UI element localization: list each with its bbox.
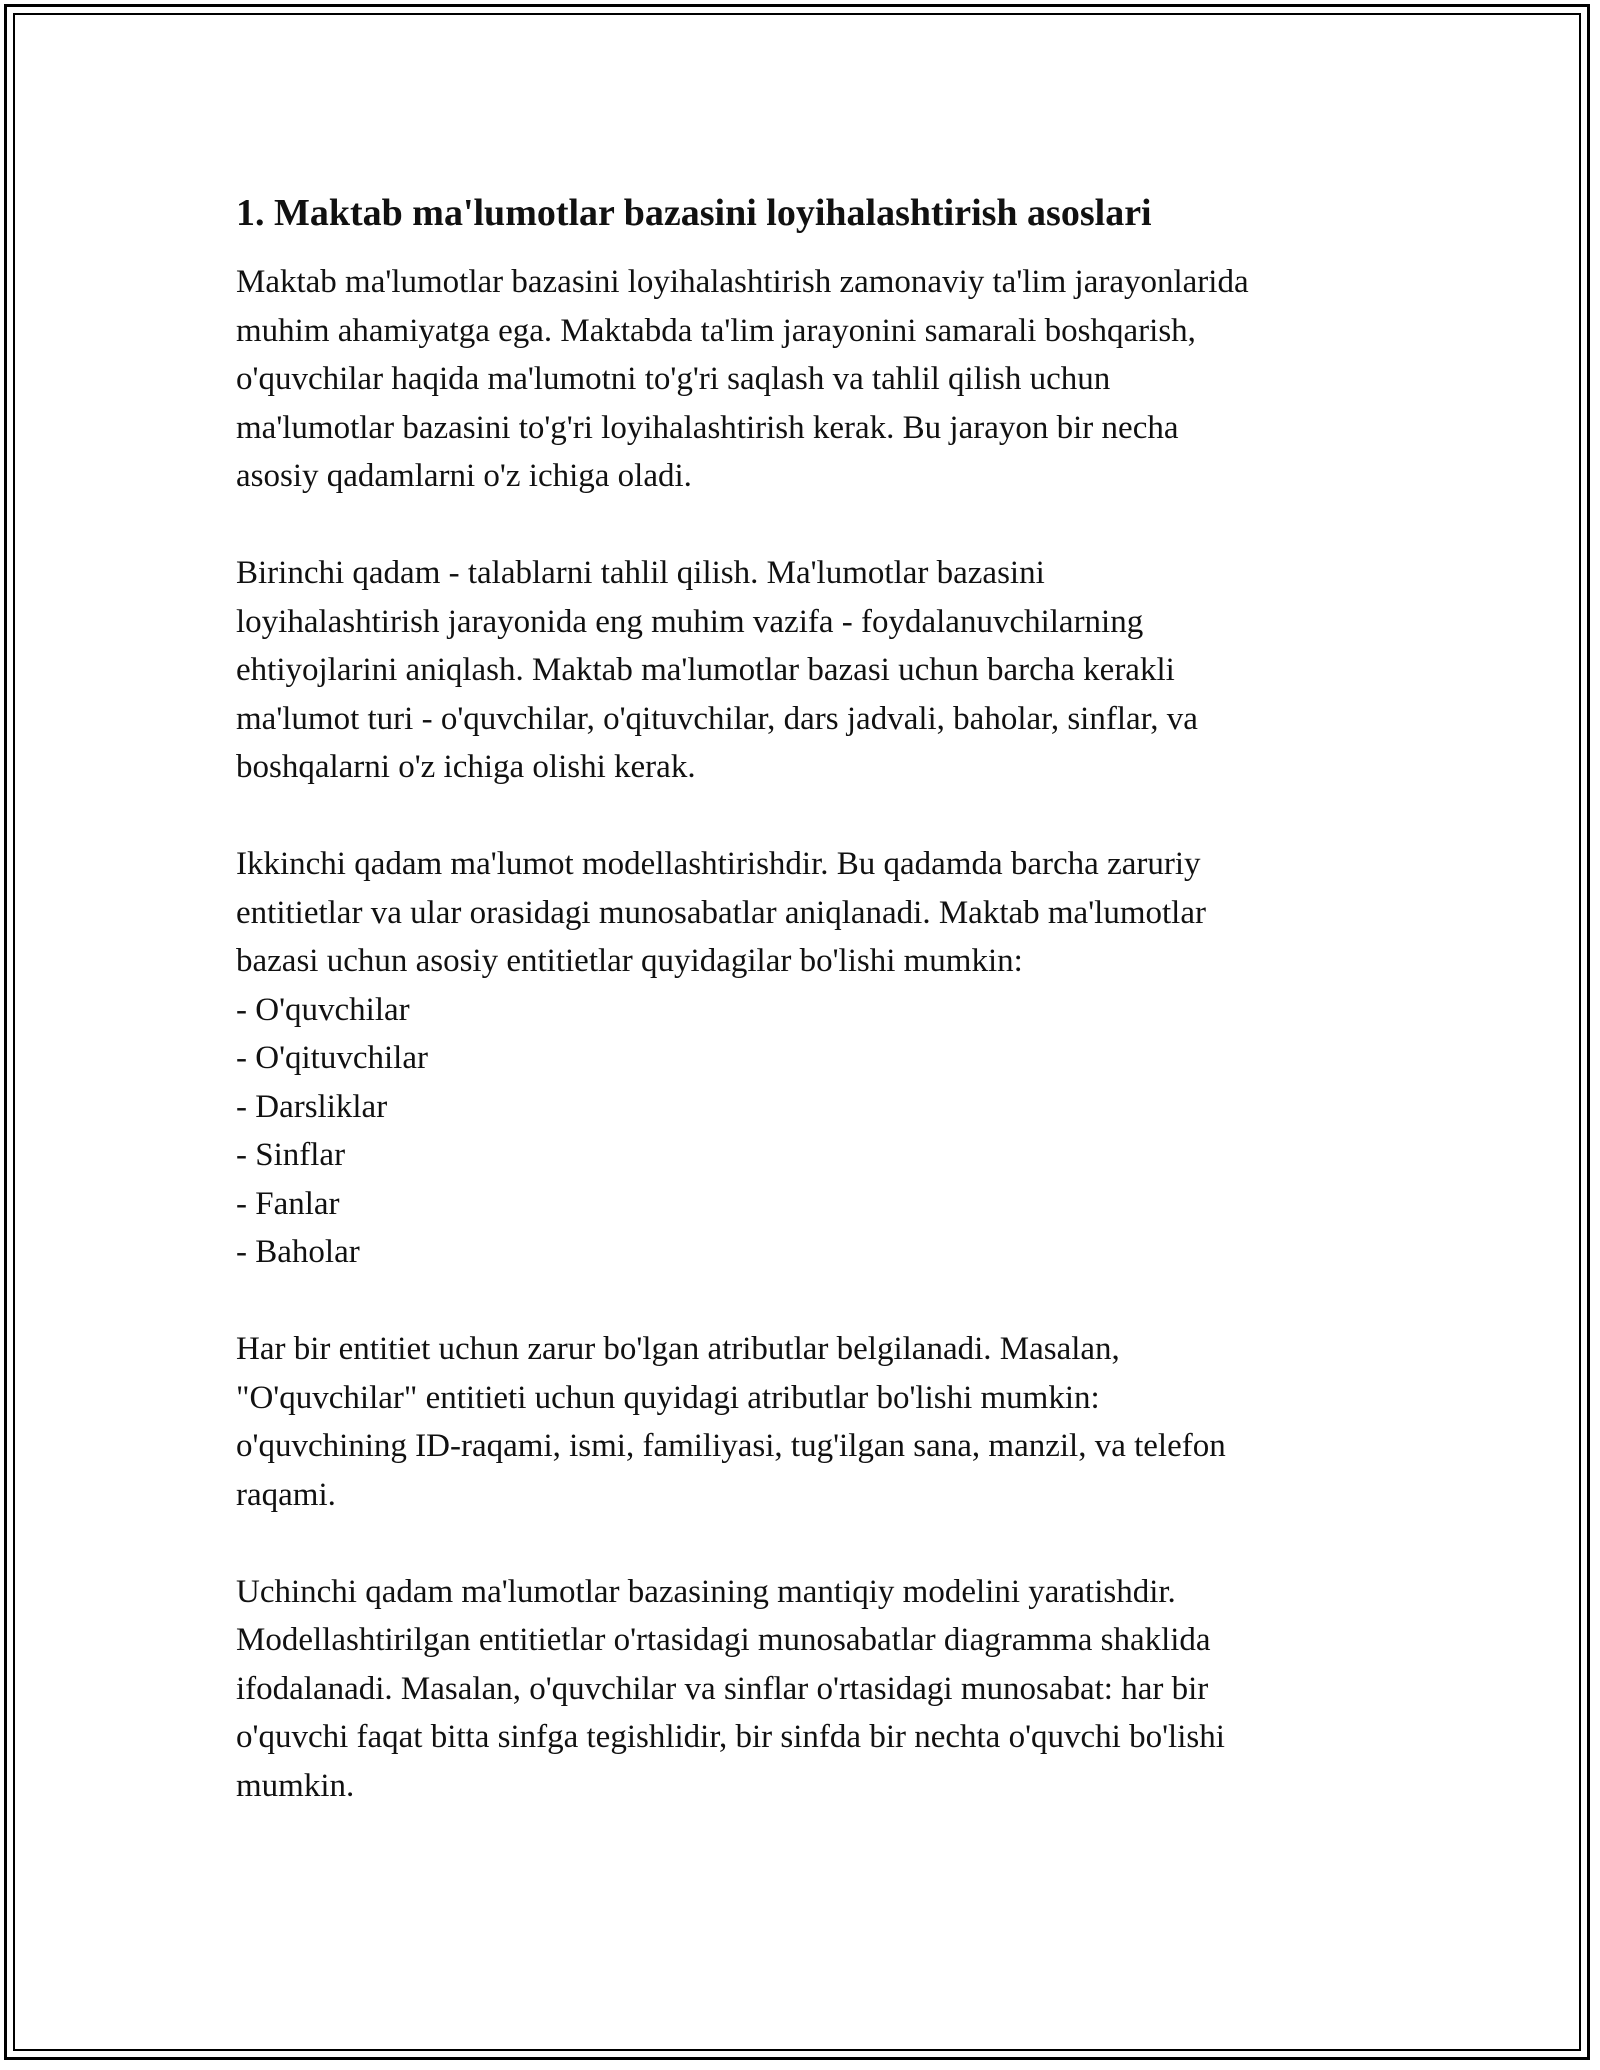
text-line: o'quvchilar haqida ma'lumotni to'g'ri saqlash va tahlil qilish uchun: [236, 361, 1111, 397]
paragraph-intro: [236, 258, 1396, 501]
section-heading: 1. Maktab ma'lumotlar bazasini loyihalashtirish asoslari: [236, 192, 1152, 234]
list-item: - O'qituvchilar: [236, 1040, 428, 1076]
paragraph-second-step: [236, 840, 1396, 1277]
paragraph-attributes: [236, 1325, 1396, 1519]
text-line: boshqalarni o'z ichiga olishi kerak.: [236, 749, 696, 785]
list-item: - Fanlar: [236, 1185, 340, 1222]
text-line: o'quvchining ID-raqami, ismi, familiyasi, tug'ilgan sana, manzil, va telefon: [236, 1428, 1226, 1464]
list-item: - Darsliklar: [236, 1088, 388, 1125]
text-line: mumkin.: [236, 1767, 355, 1804]
text-line: raqami.: [236, 1476, 336, 1513]
text-line: Modellashtirilgan entitietlar o'rtasidagi munosabatlar diagramma shaklida: [236, 1622, 1211, 1658]
text-line: ehtiyojlarini aniqlash. Maktab ma'lumotlar bazasi uchun barcha kerakli: [236, 652, 1175, 688]
text-line: Har bir entitiet uchun zarur bo'lgan atributlar belgilanadi. Masalan,: [236, 1331, 1120, 1367]
text-line: o'quvchi faqat bitta sinfga tegishlidir, bir sinfda bir nechta o'quvchi bo'lishi: [236, 1719, 1225, 1755]
list-item: - O'quvchilar: [236, 991, 410, 1028]
text-line: asosiy qadamlarni o'z ichiga oladi.: [236, 458, 692, 494]
text-line: muhim ahamiyatga ega. Maktabda ta'lim jarayonini samarali boshqarish,: [236, 312, 1196, 349]
text-line: ma'lumotlar bazasini to'g'ri loyihalashtirish kerak. Bu jarayon bir necha: [236, 409, 1179, 446]
text-line: loyihalashtirish jarayonida eng muhim vazifa - foydalanuvchilarning: [236, 603, 1144, 640]
text-line: ifodalanadi. Masalan, o'quvchilar va sinflar o'rtasidagi munosabat: har bir: [236, 1670, 1209, 1707]
text-line: entitietlar va ular orasidagi munosabatlar aniqlanadi. Maktab ma'lumotlar: [236, 894, 1206, 931]
text-line: bazasi uchun asosiy entitietlar quyidagilar bo'lishi mumkin:: [236, 943, 1023, 979]
text-line: Maktab ma'lumotlar bazasini loyihalashtirish zamonaviy ta'lim jarayonlarida: [236, 264, 1249, 300]
list-item: - Sinflar: [236, 1137, 346, 1173]
text-line: Uchinchi qadam ma'lumotlar bazasining mantiqiy modelini yaratishdir.: [236, 1573, 1176, 1610]
paragraph-third-step: [236, 1568, 1396, 1811]
list-item: - Baholar: [236, 1234, 360, 1270]
text-line: Birinchi qadam - talablarni tahlil qilish. Ma'lumotlar bazasini: [236, 555, 1045, 591]
text-line: "O'quvchilar" entitieti uchun quyidagi atributlar bo'lishi mumkin:: [236, 1379, 1100, 1416]
paragraph-first-step: [236, 549, 1396, 792]
document-body: [236, 186, 1396, 1859]
text-line: Ikkinchi qadam ma'lumot modellashtirishdir. Bu qadamda barcha zaruriy: [236, 846, 1201, 882]
text-line: ma'lumot turi - o'quvchilar, o'qituvchilar, dars jadvali, baholar, sinflar, va: [236, 700, 1198, 737]
